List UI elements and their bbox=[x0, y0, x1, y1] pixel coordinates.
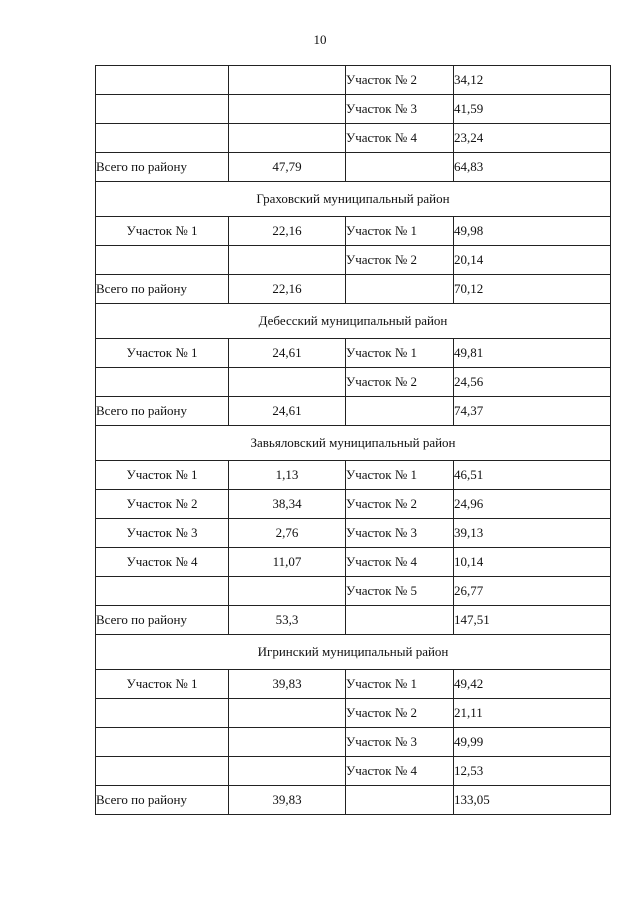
value-cell: 46,51 bbox=[454, 461, 611, 490]
value-cell: 49,99 bbox=[454, 728, 611, 757]
plot-label-cell bbox=[96, 728, 229, 757]
value-cell: 24,61 bbox=[229, 339, 346, 368]
value-cell bbox=[229, 368, 346, 397]
district-areas-table bbox=[95, 65, 611, 815]
value-cell: 39,83 bbox=[229, 670, 346, 699]
value-cell: 49,42 bbox=[454, 670, 611, 699]
plot-label-cell: Участок № 2 bbox=[346, 246, 454, 275]
plot-label-cell: Участок № 3 bbox=[346, 95, 454, 124]
value-cell: 53,3 bbox=[229, 606, 346, 635]
district-name: Дебесский муниципальный район bbox=[96, 304, 611, 339]
table-row bbox=[96, 490, 611, 519]
value-cell: 133,05 bbox=[454, 786, 611, 815]
plot-label-cell: Участок № 1 bbox=[96, 339, 229, 368]
value-cell: 1,13 bbox=[229, 461, 346, 490]
table-row bbox=[96, 577, 611, 606]
value-cell: 34,12 bbox=[454, 66, 611, 95]
table-row bbox=[96, 246, 611, 275]
value-cell bbox=[229, 757, 346, 786]
value-cell: 20,14 bbox=[454, 246, 611, 275]
value-cell: 10,14 bbox=[454, 548, 611, 577]
value-cell bbox=[229, 577, 346, 606]
value-cell: 74,37 bbox=[454, 397, 611, 426]
plot-label-cell: Участок № 1 bbox=[346, 217, 454, 246]
plot-label-cell: Участок № 1 bbox=[96, 461, 229, 490]
district-total-row bbox=[96, 786, 611, 815]
district-header-row bbox=[96, 182, 611, 217]
value-cell: 22,16 bbox=[229, 217, 346, 246]
table-row bbox=[96, 699, 611, 728]
plot-label-cell bbox=[346, 606, 454, 635]
plot-label-cell bbox=[346, 153, 454, 182]
value-cell: 39,83 bbox=[229, 786, 346, 815]
table-row bbox=[96, 519, 611, 548]
total-label-cell: Всего по району bbox=[96, 275, 229, 304]
plot-label-cell: Участок № 3 bbox=[96, 519, 229, 548]
table-row bbox=[96, 217, 611, 246]
value-cell bbox=[229, 124, 346, 153]
plot-label-cell: Участок № 3 bbox=[346, 728, 454, 757]
plot-label-cell: Участок № 2 bbox=[346, 490, 454, 519]
value-cell: 26,77 bbox=[454, 577, 611, 606]
value-cell: 38,34 bbox=[229, 490, 346, 519]
plot-label-cell: Участок № 1 bbox=[346, 670, 454, 699]
value-cell: 11,07 bbox=[229, 548, 346, 577]
table-row bbox=[96, 548, 611, 577]
value-cell: 49,81 bbox=[454, 339, 611, 368]
district-header-row bbox=[96, 426, 611, 461]
value-cell: 49,98 bbox=[454, 217, 611, 246]
value-cell: 24,56 bbox=[454, 368, 611, 397]
district-name: Граховский муниципальный район bbox=[96, 182, 611, 217]
district-name: Игринский муниципальный район bbox=[96, 635, 611, 670]
plot-label-cell: Участок № 3 bbox=[346, 519, 454, 548]
plot-label-cell bbox=[346, 786, 454, 815]
value-cell bbox=[229, 728, 346, 757]
value-cell bbox=[229, 66, 346, 95]
plot-label-cell: Участок № 4 bbox=[96, 548, 229, 577]
table-row bbox=[96, 728, 611, 757]
plot-label-cell: Участок № 4 bbox=[346, 757, 454, 786]
value-cell: 2,76 bbox=[229, 519, 346, 548]
district-total-row bbox=[96, 275, 611, 304]
plot-label-cell bbox=[96, 95, 229, 124]
district-total-row bbox=[96, 606, 611, 635]
district-header-row bbox=[96, 635, 611, 670]
plot-label-cell bbox=[96, 246, 229, 275]
plot-label-cell bbox=[96, 699, 229, 728]
total-label-cell: Всего по району bbox=[96, 397, 229, 426]
value-cell: 24,61 bbox=[229, 397, 346, 426]
plot-label-cell bbox=[96, 577, 229, 606]
plot-label-cell bbox=[96, 66, 229, 95]
plot-label-cell: Участок № 4 bbox=[346, 548, 454, 577]
plot-label-cell: Участок № 2 bbox=[346, 699, 454, 728]
value-cell bbox=[229, 699, 346, 728]
plot-label-cell: Участок № 1 bbox=[96, 670, 229, 699]
table-row bbox=[96, 461, 611, 490]
plot-label-cell: Участок № 5 bbox=[346, 577, 454, 606]
value-cell: 12,53 bbox=[454, 757, 611, 786]
table-row bbox=[96, 670, 611, 699]
value-cell bbox=[229, 246, 346, 275]
plot-label-cell bbox=[96, 757, 229, 786]
value-cell: 70,12 bbox=[454, 275, 611, 304]
table-row bbox=[96, 66, 611, 95]
value-cell: 147,51 bbox=[454, 606, 611, 635]
table-row bbox=[96, 339, 611, 368]
table-row bbox=[96, 757, 611, 786]
district-total-row bbox=[96, 153, 611, 182]
value-cell: 22,16 bbox=[229, 275, 346, 304]
value-cell: 64,83 bbox=[454, 153, 611, 182]
total-label-cell: Всего по району bbox=[96, 786, 229, 815]
table-row bbox=[96, 95, 611, 124]
plot-label-cell bbox=[346, 397, 454, 426]
plot-label-cell: Участок № 1 bbox=[96, 217, 229, 246]
value-cell: 24,96 bbox=[454, 490, 611, 519]
value-cell: 47,79 bbox=[229, 153, 346, 182]
page-number: 10 bbox=[313, 32, 327, 47]
plot-label-cell: Участок № 1 bbox=[346, 461, 454, 490]
plot-label-cell bbox=[96, 124, 229, 153]
plot-label-cell: Участок № 2 bbox=[96, 490, 229, 519]
plot-label-cell: Участок № 4 bbox=[346, 124, 454, 153]
total-label-cell: Всего по району bbox=[96, 153, 229, 182]
value-cell: 39,13 bbox=[454, 519, 611, 548]
district-total-row bbox=[96, 397, 611, 426]
value-cell bbox=[229, 95, 346, 124]
plot-label-cell: Участок № 2 bbox=[346, 368, 454, 397]
plot-label-cell bbox=[346, 275, 454, 304]
plot-label-cell bbox=[96, 368, 229, 397]
value-cell: 23,24 bbox=[454, 124, 611, 153]
table-row bbox=[96, 124, 611, 153]
plot-label-cell: Участок № 1 bbox=[346, 339, 454, 368]
district-name: Завьяловский муниципальный район bbox=[96, 426, 611, 461]
total-label-cell: Всего по району bbox=[96, 606, 229, 635]
value-cell: 21,11 bbox=[454, 699, 611, 728]
district-header-row bbox=[96, 304, 611, 339]
value-cell: 41,59 bbox=[454, 95, 611, 124]
table-body bbox=[96, 66, 611, 815]
plot-label-cell: Участок № 2 bbox=[346, 66, 454, 95]
table-row bbox=[96, 368, 611, 397]
